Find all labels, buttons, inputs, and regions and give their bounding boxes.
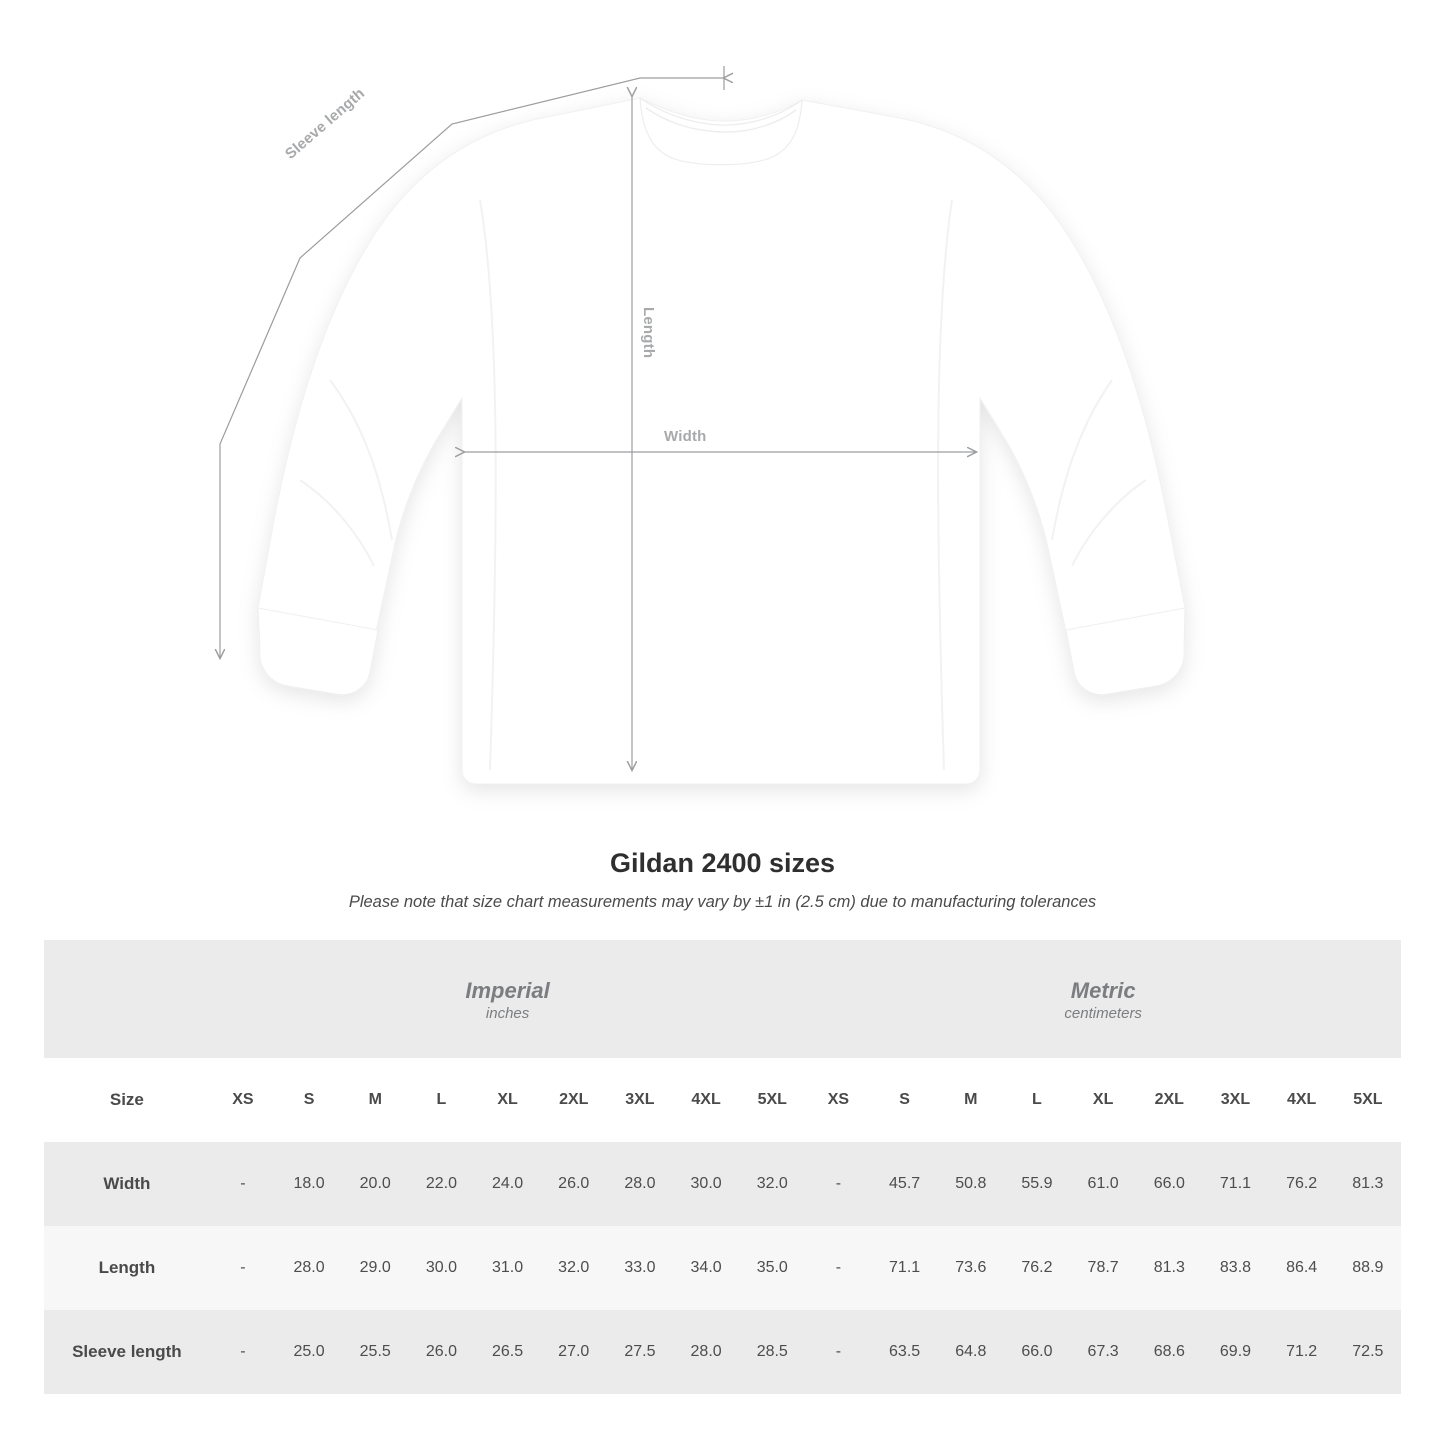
cell-width-imp-2xl: 26.0 — [558, 1175, 590, 1192]
cell-sleeve-imp-xs: - — [240, 1343, 246, 1360]
page-title: Gildan 2400 sizes — [609, 848, 836, 878]
imperial-title: Imperial — [465, 977, 550, 1003]
cell-sleeve-met-2xl: 68.6 — [1153, 1343, 1185, 1360]
cell-length-imp-m: 29.0 — [359, 1259, 391, 1276]
column-header-imp-s: S — [276, 1058, 342, 1142]
column-header-imp-xl: XL — [474, 1058, 540, 1142]
column-header-imp-3xl: 3XL — [607, 1058, 673, 1142]
sleeve-length-label: Sleeve length — [282, 84, 369, 163]
cell-sleeve-met-l: 66.0 — [1021, 1343, 1053, 1360]
cell-sleeve-imp-l: 26.0 — [425, 1343, 457, 1360]
size-chart-table-wrap — [0, 940, 1445, 1394]
cell-width-met-m: 50.8 — [955, 1175, 987, 1192]
cell-length-met-xl: 78.7 — [1087, 1259, 1119, 1276]
cell-sleeve-met-m: 64.8 — [955, 1343, 987, 1360]
cell-sleeve-met-4xl: 71.2 — [1286, 1343, 1318, 1360]
cell-width-imp-3xl: 28.0 — [624, 1175, 656, 1192]
tolerance-note: Please note that size chart measurements may vary by ±1 in (2.5 cm) due to manufacturing tolerances — [348, 893, 1097, 911]
cell-width-imp-s: 18.0 — [293, 1175, 325, 1192]
unit-header-spacer — [44, 940, 210, 1058]
cell-length-imp-xs: - — [240, 1259, 246, 1276]
cell-length-imp-xl: 31.0 — [492, 1259, 524, 1276]
column-header-met-m: M — [938, 1058, 1004, 1142]
row-label-sleeve-length: Sleeve length — [72, 1342, 182, 1361]
cell-sleeve-imp-xl: 26.5 — [492, 1343, 524, 1360]
column-header-met-xs: XS — [805, 1058, 871, 1142]
cell-length-imp-5xl: 35.0 — [756, 1259, 788, 1276]
cell-width-met-l: 55.9 — [1021, 1175, 1053, 1192]
cell-length-met-3xl: 83.8 — [1219, 1259, 1252, 1276]
cell-sleeve-imp-5xl: 28.5 — [756, 1343, 788, 1360]
unit-header-row — [44, 940, 1401, 1058]
cell-sleeve-imp-m: 25.5 — [359, 1343, 391, 1360]
column-header-imp-l: L — [408, 1058, 474, 1142]
column-header-imp-m: M — [342, 1058, 408, 1142]
cell-length-met-l: 76.2 — [1021, 1259, 1053, 1276]
cell-width-met-3xl: 71.1 — [1219, 1175, 1252, 1192]
column-header-met-xl: XL — [1070, 1058, 1136, 1142]
column-header-met-5xl: 5XL — [1335, 1058, 1401, 1142]
cell-length-met-4xl: 86.4 — [1286, 1259, 1318, 1276]
cell-sleeve-met-s: 63.5 — [889, 1343, 921, 1360]
column-header-met-3xl: 3XL — [1202, 1058, 1268, 1142]
imperial-header — [210, 940, 806, 1058]
row-label-length: Length — [98, 1258, 156, 1277]
column-header-imp-4xl: 4XL — [673, 1058, 739, 1142]
cell-width-imp-5xl: 32.0 — [756, 1175, 788, 1192]
cell-length-met-xs: - — [835, 1259, 842, 1276]
size-header-row — [44, 1058, 1401, 1142]
width-label: Width — [664, 428, 707, 445]
cell-sleeve-imp-s: 25.0 — [293, 1343, 325, 1360]
cell-width-met-xs: - — [835, 1175, 842, 1192]
cell-length-imp-3xl: 33.0 — [624, 1259, 656, 1276]
cell-width-met-xl: 61.0 — [1087, 1175, 1119, 1192]
cell-length-met-s: 71.1 — [889, 1259, 921, 1276]
column-header-imp-xs: XS — [210, 1058, 276, 1142]
table-row — [44, 1310, 1401, 1394]
cell-width-imp-l: 22.0 — [425, 1175, 457, 1192]
column-header-imp-2xl: 2XL — [541, 1058, 607, 1142]
cell-length-imp-2xl: 32.0 — [558, 1259, 590, 1276]
metric-header — [805, 940, 1401, 1058]
shirt-shape — [257, 98, 1185, 784]
cell-width-imp-xs: - — [240, 1175, 246, 1192]
imperial-subtitle: inches — [485, 1005, 530, 1023]
cell-sleeve-met-xs: - — [835, 1343, 842, 1360]
column-header-size: Size — [44, 1058, 210, 1142]
cell-length-met-2xl: 81.3 — [1153, 1259, 1185, 1276]
size-chart-table — [44, 940, 1401, 1394]
length-label: Length — [640, 307, 657, 359]
cell-width-imp-m: 20.0 — [359, 1175, 391, 1192]
cell-sleeve-met-xl: 67.3 — [1087, 1343, 1119, 1360]
title-block — [0, 848, 1445, 912]
cell-sleeve-imp-3xl: 27.5 — [624, 1343, 656, 1360]
column-header-met-4xl: 4XL — [1269, 1058, 1335, 1142]
cell-sleeve-met-3xl: 69.9 — [1219, 1343, 1252, 1360]
cell-width-imp-4xl: 30.0 — [690, 1175, 722, 1192]
metric-title: Metric — [1070, 977, 1136, 1003]
column-header-imp-5xl: 5XL — [739, 1058, 805, 1142]
cell-width-met-2xl: 66.0 — [1153, 1175, 1185, 1192]
table-row — [44, 1142, 1401, 1226]
column-header-met-s: S — [872, 1058, 938, 1142]
column-header-met-2xl: 2XL — [1136, 1058, 1202, 1142]
cell-sleeve-imp-4xl: 28.0 — [690, 1343, 722, 1360]
metric-subtitle: centimeters — [1064, 1005, 1142, 1023]
cell-length-met-m: 73.6 — [955, 1259, 987, 1276]
cell-width-imp-xl: 24.0 — [492, 1175, 524, 1192]
table-row — [44, 1226, 1401, 1310]
cell-length-imp-s: 28.0 — [293, 1259, 325, 1276]
cell-width-met-5xl: 81.3 — [1352, 1175, 1384, 1192]
cell-sleeve-met-5xl: 72.5 — [1352, 1343, 1384, 1360]
column-header-met-l: L — [1004, 1058, 1070, 1142]
cell-width-met-4xl: 76.2 — [1286, 1175, 1318, 1192]
cell-sleeve-imp-2xl: 27.0 — [558, 1343, 590, 1360]
cell-length-met-5xl: 88.9 — [1352, 1259, 1384, 1276]
row-label-width: Width — [103, 1174, 151, 1193]
cell-width-met-s: 45.7 — [889, 1175, 921, 1192]
cell-length-imp-4xl: 34.0 — [690, 1259, 722, 1276]
cell-length-imp-l: 30.0 — [425, 1259, 457, 1276]
